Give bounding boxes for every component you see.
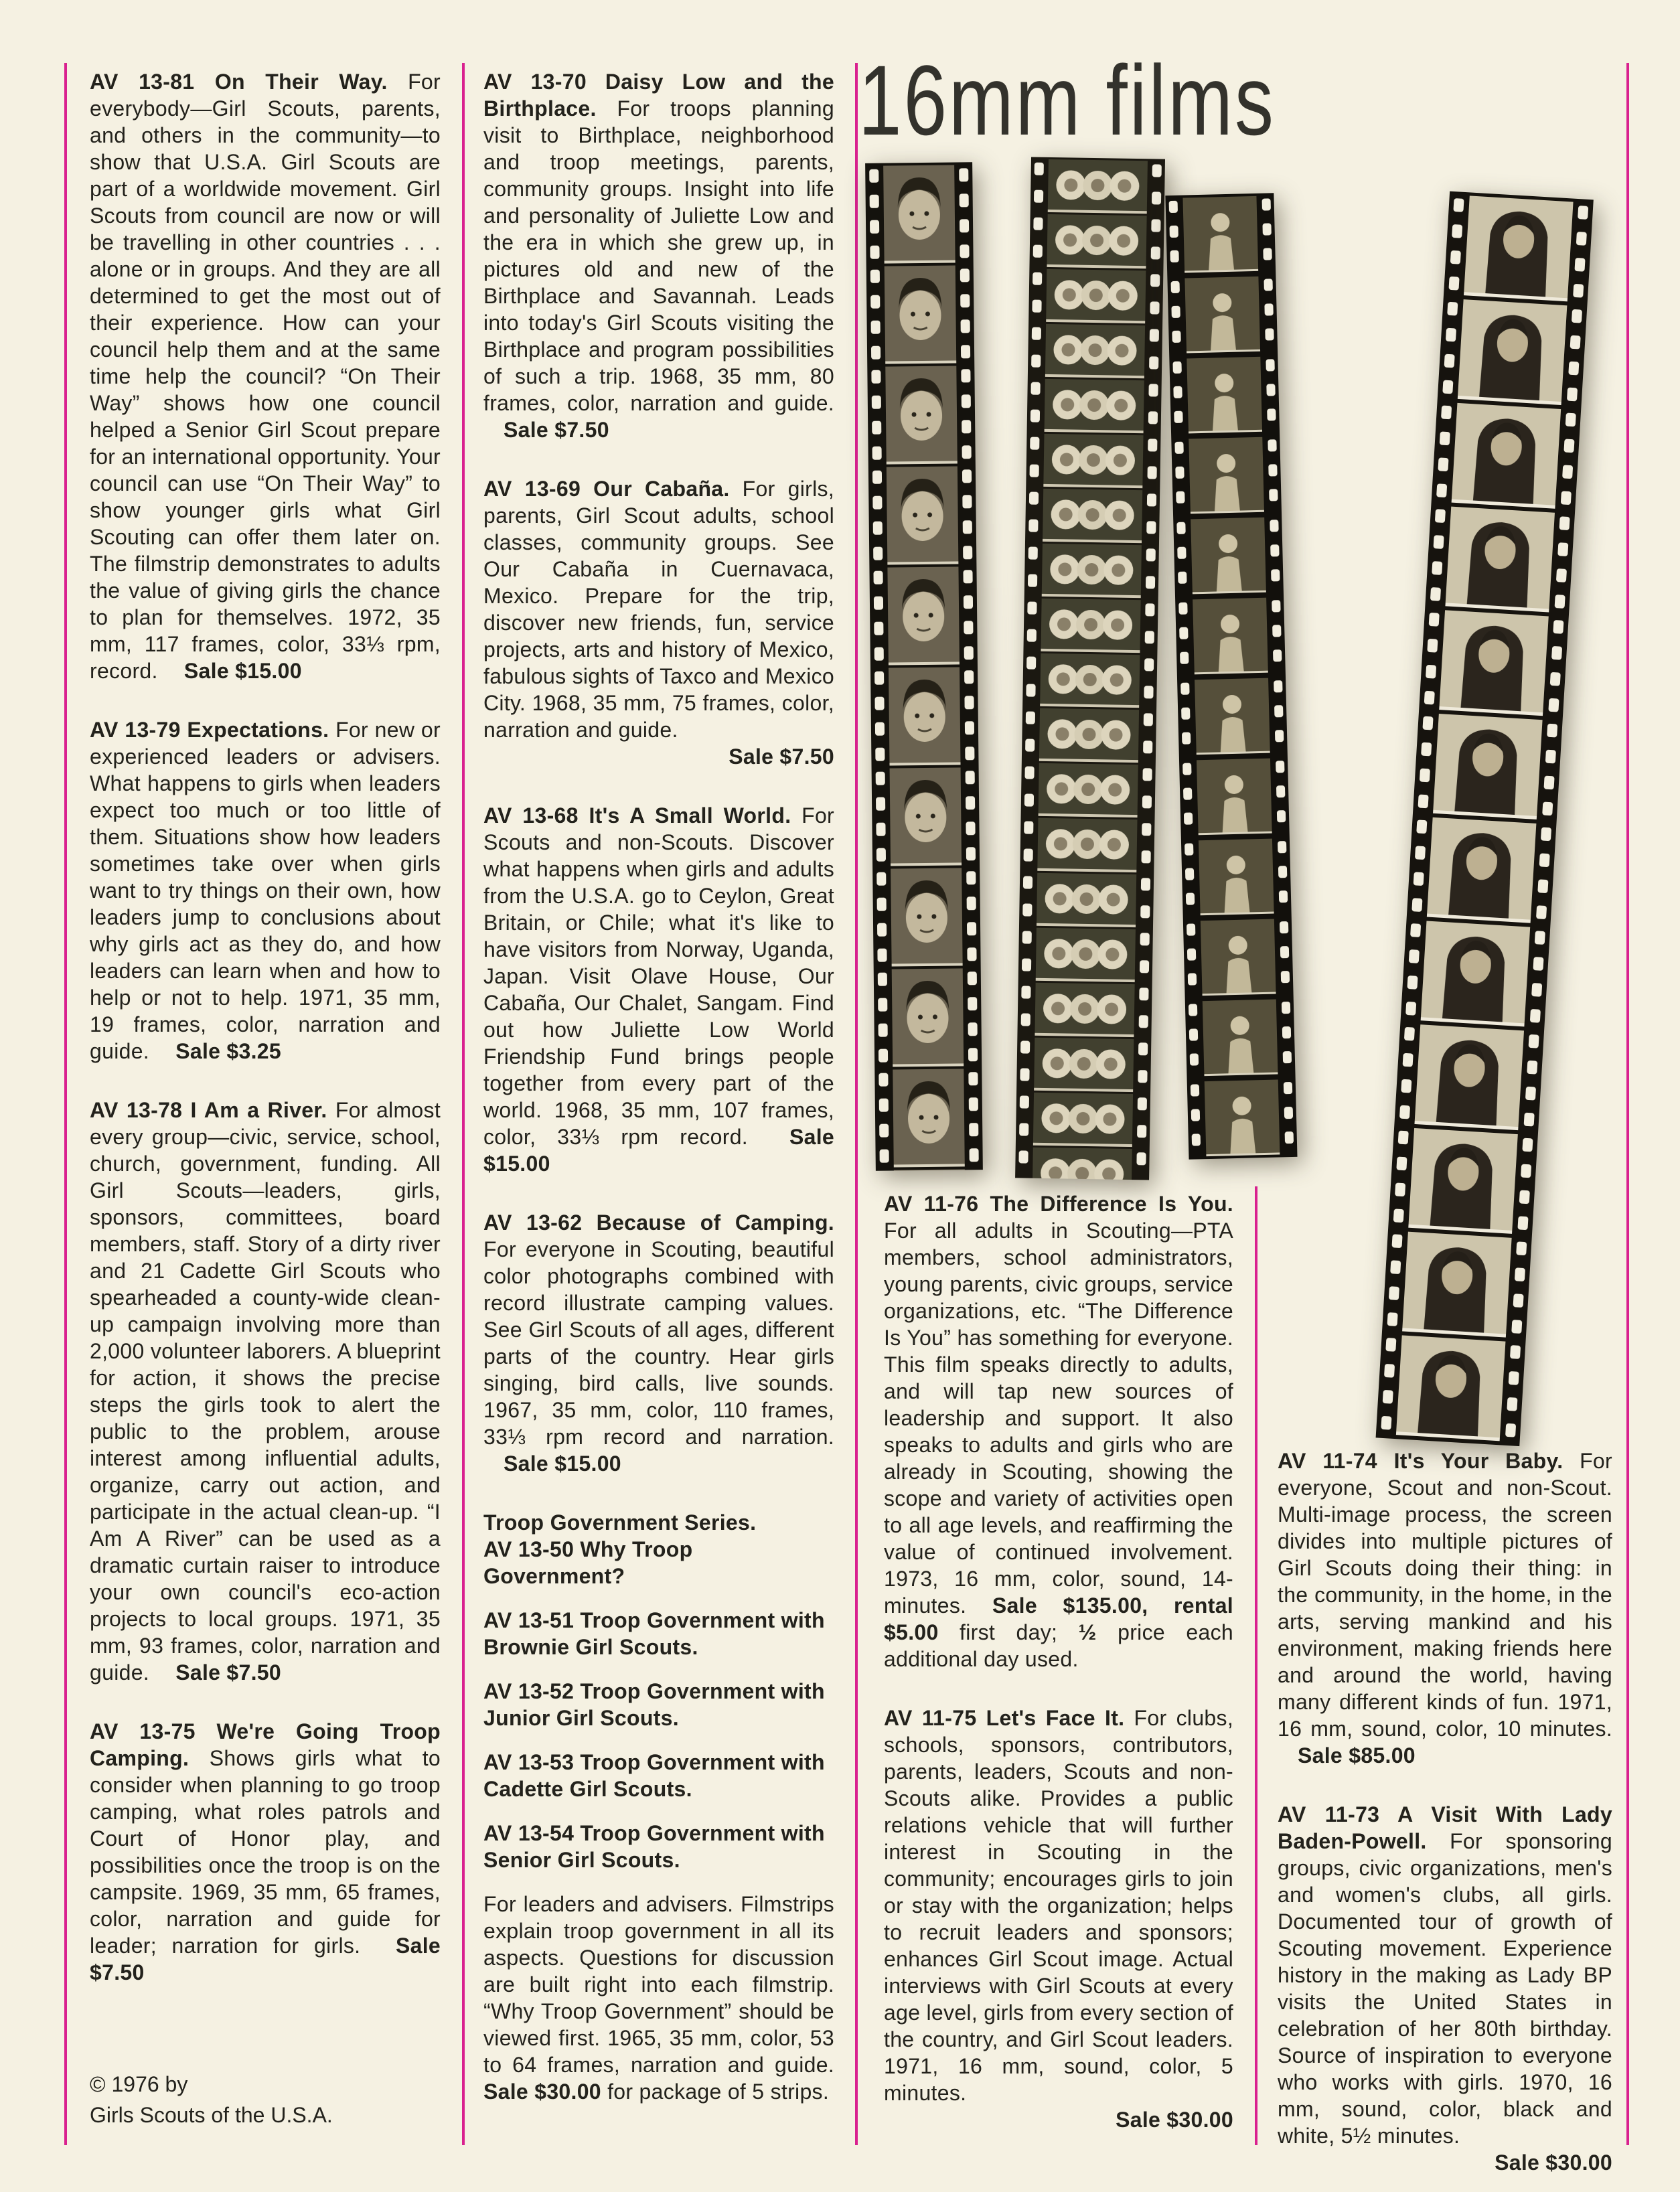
entry-code: AV 13-70	[483, 70, 587, 94]
entry-body: For Scouts and non-Scouts. Discover what happens when girls and adults from the U.S.A. go to Ceylon, Great Britain, or Chile; what it's like to have visitors from Norway, Uganda, Japan. Visit Olave House, Our Cabaña, Our Chalet, Sangam. Find out how Juliette Low World Friendship Fund brings people together from every part of the world. 1968, 35 mm, 107 frames, color, 33⅓ rpm record.	[483, 803, 835, 1149]
catalog-entry-av-13-70	[483, 68, 834, 443]
entry-price: Sale $15.00	[504, 1452, 621, 1476]
entry-paragraph	[884, 1705, 1233, 2106]
film-listing-column-3	[884, 1190, 1233, 2165]
entry-price: Sale $7.50	[504, 418, 609, 442]
entry-price: Sale $7.50	[175, 1660, 281, 1685]
filmstrip-listing-column-1	[90, 68, 441, 2018]
copyright-line-1: © 1976 by	[90, 2072, 188, 2096]
entry-title: Because of Camping.	[596, 1210, 834, 1235]
filmstrip-listing-column-2	[483, 68, 834, 2137]
column-rule-2-3	[855, 63, 858, 2145]
entry-price: Sale $135.00, rental $5.00	[884, 1593, 1233, 1644]
entry-title: A Visit With Lady Baden-Powell.	[1278, 1802, 1612, 1853]
entry-title: On Their Way.	[214, 70, 388, 94]
column-rule-3-4	[1255, 1186, 1257, 2145]
entry-code: AV 13-69	[483, 477, 581, 501]
page-rule-left	[64, 63, 67, 2145]
series-heading: Troop Government Series.	[483, 1510, 757, 1535]
column-rule-1-2	[462, 63, 465, 2145]
entry-price: Sale $15.00	[183, 659, 302, 683]
entry-title: Our Cabaña.	[593, 477, 730, 501]
entry-paragraph	[90, 68, 441, 684]
entry-title: We're Going Troop Camping.	[90, 1719, 441, 1770]
entry-title: It's A Small World.	[589, 803, 791, 828]
catalog-entry-av-13-81	[90, 68, 441, 684]
entry-code: AV 11-76	[884, 1192, 979, 1216]
entry-code: AV 13-68	[483, 803, 579, 828]
film-listing-column-4	[1278, 1447, 1612, 2192]
entry-title: Expectations.	[187, 718, 329, 742]
catalog-entry-av-11-74	[1278, 1447, 1612, 1769]
entry-body: For everyone in Scouting, beautiful color photographs combined with record illustrate camping values. See Girl Scouts of all ages, different parts of the country. Hear girls singing, bird calls, live sounds. 1967, 35 mm, color, 110 frames, 33⅓ rpm record and narration.	[483, 1237, 834, 1449]
entry-body: Shows girls what to consider when planning to go troop camping, what roles patrols and Court of Honor play, and possibilities once the troop is on the campsite. 1969, 35 mm, 65 frames, color, narration and guide for leader; narration for girls.	[90, 1746, 441, 1958]
series-item-av-13-53: AV 13-53 Troop Government with Cadette Girl Scouts.	[483, 1750, 825, 1801]
entry-paragraph	[483, 475, 834, 743]
entry-code: AV 11-74	[1278, 1449, 1377, 1473]
entry-title: It's Your Baby.	[1393, 1449, 1563, 1473]
entry-price: Sale $7.50	[90, 1934, 441, 1984]
entry-title: The Difference Is You.	[990, 1192, 1233, 1216]
entry-paragraph	[90, 716, 441, 1065]
catalog-entry-av-11-76	[884, 1190, 1233, 1672]
series-body: For leaders and advisers. Filmstrips explain troop government in all its aspects. Questions for discussion are built right into each filmstrip. “Why Troop Government” should be viewed first. 1965, 35 mm, color, 53 to 64 frames, narration and guide.	[483, 1892, 834, 2077]
entry-paragraph	[90, 1718, 441, 1986]
catalog-entry-av-13-78	[90, 1097, 441, 1686]
entry-price: Sale $30.00	[1116, 2108, 1233, 2132]
entry-paragraph	[1278, 1801, 1612, 2149]
entry-paragraph	[884, 1190, 1233, 1672]
entry-body: For all adults in Scouting—PTA members, school administrators, young parents, civic groups, service organizations, etc. “The Difference Is You” has something for everyone. This film speaks directly to adults, and will tap new sources of leadership and support. It also speaks to adults and girls who are already in Scouting, showing the scope and variety of activities open to all age levels, and reaffirming the value of continued involvement. 1973, 16 mm, color, sound, 14-minutes.	[884, 1219, 1233, 1618]
entry-code: AV 13-78	[90, 1098, 183, 1122]
catalog-entry-av-11-75	[884, 1705, 1233, 2133]
entry-paragraph	[90, 1097, 441, 1686]
entry-code: AV 11-73	[1278, 1802, 1380, 1826]
films-section-title: 16mm films	[858, 44, 1276, 156]
entry-code: AV 13-79	[90, 718, 181, 742]
catalog-entry-av-11-73	[1278, 1801, 1612, 2176]
catalog-entry-av-13-68	[483, 802, 834, 1177]
entry-code: AV 13-75	[90, 1719, 196, 1743]
filmstrip-round-flower-frames-image	[1015, 157, 1165, 1184]
catalog-entry-av-13-62	[483, 1209, 834, 1477]
catalog-entry-av-13-79	[90, 716, 441, 1065]
entry-body: For almost every group—civic, service, school, church, government, funding. All Girl Scouts—leaders, girls, sponsors, committees, board members, staff. Story of a dirty river and 21 Cadette Girl Scouts who spearheaded a county-wide clean-up campaign involving more than 2,000 volunteer laborers. A blueprint for action, it shows the precise steps the girls took to alert the public to the problem, arouse interest among influential adults, organize, carry out action, and participate in the actual clean-up. “I Am A River” can be used as a dramatic curtain raiser to introduce your own council's eco-action projects to local groups. 1971, 35 mm, 93 frames, color, narration and guide.	[90, 1098, 441, 1685]
series-paragraph	[483, 1891, 834, 2105]
entry-price: Sale $3.25	[175, 1039, 281, 1063]
filmstrip-child-portraits-image	[865, 162, 983, 1174]
series-price: Sale $30.00	[483, 2080, 601, 2104]
entry-price: Sale $7.50	[729, 745, 834, 769]
entry-title: Let's Face It.	[986, 1706, 1125, 1730]
entry-price: Sale $30.00	[1495, 2150, 1612, 2175]
entry-body: For new or experienced leaders or advisers. What happens to girls when leaders expect too much or too little of them. Situations show how leaders sometimes take over when girls want to try things on their own, how leaders jump to conclusions about why girls act as they do, and how leaders can learn when and how to help or not to help. 1971, 35 mm, 19 frames, color, narration and guide.	[90, 718, 441, 1063]
entry-code: AV 13-62	[483, 1210, 583, 1235]
entry-price-suffix: price each additional day used.	[884, 1620, 1233, 1671]
entry-code: AV 11-75	[884, 1706, 977, 1730]
entry-body: For girls, parents, Girl Scout adults, school classes, community groups. See Our Cabaña in Cuernavaca, Mexico. Prepare for the trip, discover new friends, fun, service projects, arts and history of Mexico, fabulous sights of Taxco and Mexico City. 1968, 35 mm, 75 frames, color, narration and guide.	[483, 477, 834, 742]
entry-body: For sponsoring groups, civic organizations, men's and women's clubs, all girls. Documented tour of growth of Scouting movement. Experience history in the making as Lady BP visits the United States in celebration of her 80th birthday. Source of inspiration to everyone who works with girls. 1970, 16 mm, sound, color, black and white, 5½ minutes.	[1278, 1829, 1612, 2148]
entry-price-suffix: first day;	[960, 1620, 1058, 1644]
entry-body: For clubs, schools, sponsors, contributors, parents, leaders, Scouts and non-Scouts alike. Provides a public relations vehicle that will further interest in Scouting in the community; encourages girls to join or stay with the organization; helps to recruit leaders and sponsors; enhances Girl Scout image. Actual interviews with Girl Scouts at every age level, girls from every section of the country, and Girl Scout leaders. 1971, 16 mm, sound, color, 5 minutes.	[884, 1706, 1234, 2105]
copyright-line-2: Girls Scouts of the U.S.A.	[90, 2103, 333, 2127]
filmstrip-figure-frames-image	[1165, 193, 1297, 1163]
page-rule-right	[1626, 63, 1629, 2145]
entry-price: Sale $15.00	[483, 1125, 834, 1176]
series-item-av-13-52: AV 13-52 Troop Government with Junior Girl Scouts.	[483, 1679, 825, 1730]
catalog-entry-av-13-75	[90, 1718, 441, 1986]
entry-body: For everybody—Girl Scouts, parents, and others in the community—to show that U.S.A. Girl Scouts are part of a worldwide movement. Girl Scouts from council are now or will be travelling in other countries . . . alone or in groups. And they are all determined to get the most out of their experience. How can your council help them and at the same time help the council? “On Their Way” shows how one council helped a Senior Girl Scout prepare for an international opportunity. Your council can use “On Their Way” to show younger girls what Girl Scouting can offer them later on. The filmstrip demonstrates to adults the value of giving girls the chance to plan for themselves. 1972, 35 mm, 117 frames, color, 33⅓ rpm, record.	[90, 70, 441, 683]
entry-paragraph	[483, 1209, 834, 1477]
troop-government-series	[483, 1509, 834, 2105]
series-item-av-13-51: AV 13-51 Troop Government with Brownie Girl Scouts.	[483, 1608, 825, 1659]
filmstrip-girl-portraits-image	[1375, 191, 1594, 1450]
entry-paragraph	[483, 802, 834, 1177]
entry-title: I Am a River.	[190, 1098, 327, 1122]
catalog-entry-av-13-69	[483, 475, 834, 770]
series-item-av-13-50: AV 13-50 Why Troop Government?	[483, 1537, 693, 1588]
entry-price: Sale $85.00	[1298, 1743, 1416, 1768]
series-item-av-13-54: AV 13-54 Troop Government with Senior Girl Scouts.	[483, 1821, 825, 1872]
copyright-notice	[90, 2069, 333, 2130]
entry-body: For troops planning visit to Birthplace, neighborhood and troop meetings, parents, community groups. Insight into life and personality of Juliette Low and the era in which she grew up, in pictures old and new of the Birthplace and Savannah. Leads into today's Girl Scouts visiting the Birthplace and program possibilities of such a trip. 1968, 35 mm, 80 frames, color, narration and guide.	[483, 96, 834, 415]
entry-half-price-mark: ½	[1078, 1620, 1097, 1644]
entry-paragraph	[483, 68, 834, 443]
entry-body: For everyone, Scout and non-Scout. Multi-image process, the screen divides into multiple pictures of Girl Scouts doing their thing: in the community, in the home, in the arts, serving mankind and his environment, making friends here and around the world, having many different kinds of fun. 1971, 16 mm, sound, color, 10 minutes.	[1278, 1449, 1612, 1741]
entry-paragraph	[1278, 1447, 1612, 1769]
entry-title: Daisy Low and the Birthplace.	[483, 70, 834, 121]
entry-code: AV 13-81	[90, 70, 195, 94]
series-price-suffix: for package of 5 strips.	[607, 2080, 830, 2104]
